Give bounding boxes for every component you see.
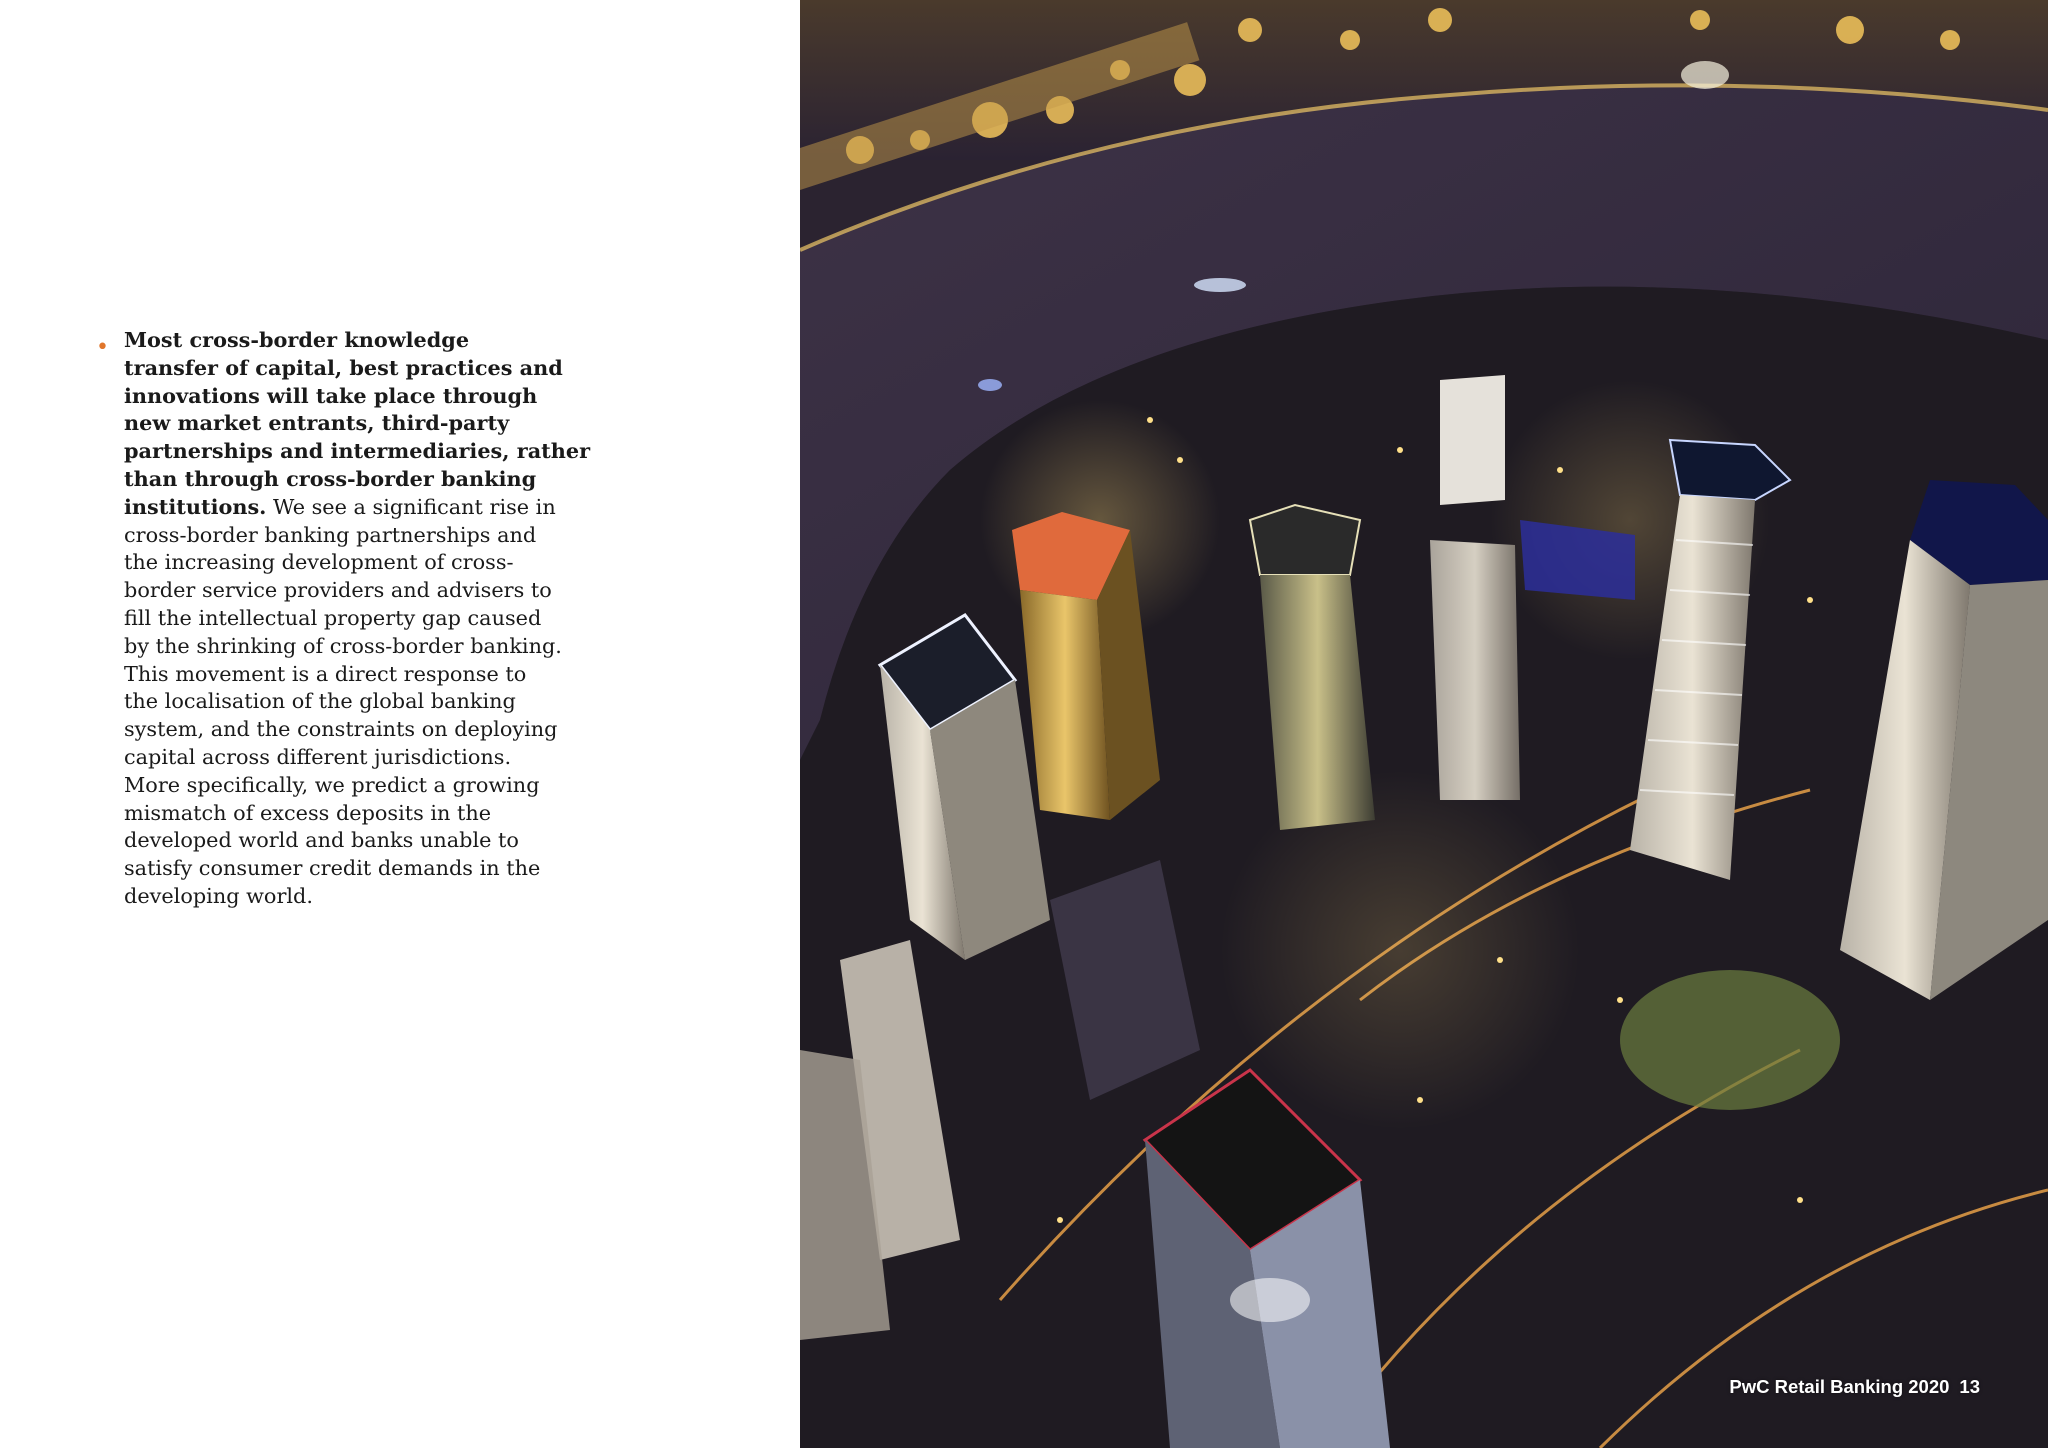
text-line: new market entrants, third-party xyxy=(124,410,510,436)
text-line: satisfy consumer credit demands in the xyxy=(124,856,541,881)
city-night-photo xyxy=(800,0,2048,1448)
city-illustration xyxy=(800,0,2048,1448)
text-line: More specifically, we predict a growing xyxy=(124,772,540,797)
publication-title: PwC Retail Banking 2020 xyxy=(1729,1376,1950,1397)
text-line: partnerships and intermediaries, rather xyxy=(124,438,591,464)
text-line: This movement is a direct response to xyxy=(124,661,527,686)
text-line: by the shrinking of cross-border banking. xyxy=(124,633,562,658)
left-page xyxy=(0,0,800,1448)
text-line: border service providers and advisers to xyxy=(124,578,552,603)
regular-fragment: We see a significant rise in xyxy=(266,494,556,519)
text-line: developing world. xyxy=(124,883,313,908)
text-line: capital across different jurisdictions. xyxy=(124,744,512,769)
body-paragraph xyxy=(124,326,591,911)
text-line: innovations will take place through xyxy=(124,382,538,408)
text-line: the localisation of the global banking xyxy=(124,689,516,714)
text-line: mismatch of excess deposits in the xyxy=(124,800,492,825)
page-footer xyxy=(1729,1376,1980,1398)
bullet-marker: • xyxy=(96,335,109,360)
text-line xyxy=(124,493,564,522)
text-line: developed world and banks unable to xyxy=(124,828,519,853)
text-line: than through cross-border banking xyxy=(124,465,537,491)
text-line: fill the intellectual property gap caused xyxy=(124,605,542,630)
text-line: transfer of capital, best practices and xyxy=(124,354,563,380)
page-number: 13 xyxy=(1959,1376,1980,1397)
text-line: Most cross-border knowledge xyxy=(124,327,470,352)
bold-lead-fragment: institutions. xyxy=(124,493,267,519)
text-line: the increasing development of cross- xyxy=(124,550,514,575)
text-line: cross-border banking partnerships and xyxy=(124,522,537,547)
text-line: system, and the constraints on deploying xyxy=(124,717,558,742)
